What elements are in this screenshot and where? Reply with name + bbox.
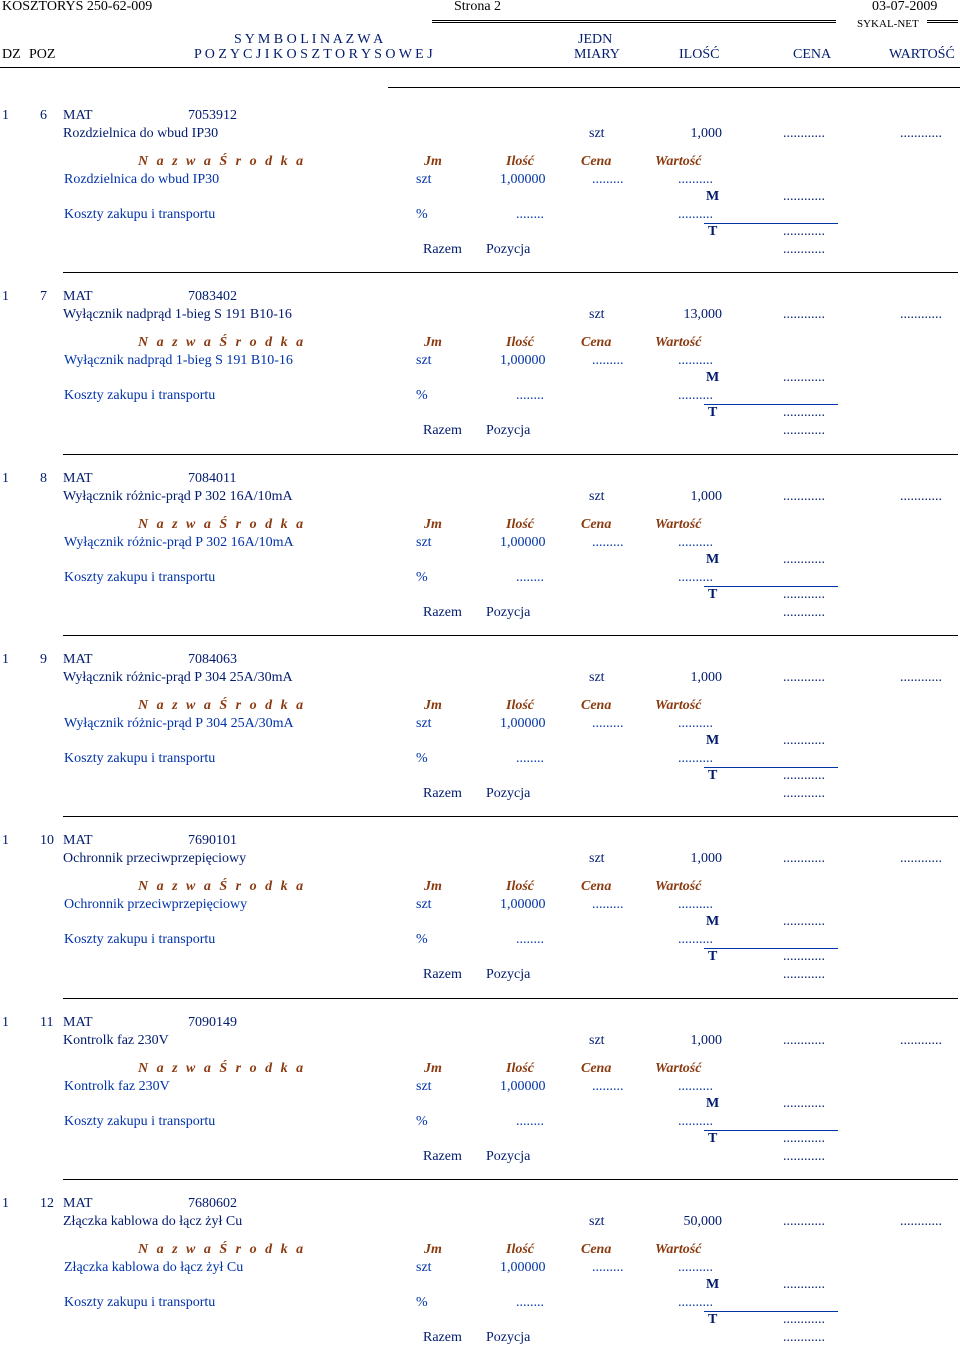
item-poz: 8 xyxy=(40,470,47,486)
resource-unit: szt xyxy=(416,534,432,550)
item-code: 7083402 xyxy=(188,289,237,305)
material-sum-label: M xyxy=(706,551,720,567)
item-poz: 7 xyxy=(40,289,47,305)
resource-price-placeholder: ......... xyxy=(592,353,624,369)
resource-wartosc-header: Wartość xyxy=(655,879,702,895)
resource-value-placeholder: .......... xyxy=(678,1078,713,1094)
transport-percent: % xyxy=(416,932,428,948)
total-label: T xyxy=(708,405,718,421)
razem-label: Razem xyxy=(423,423,462,439)
document-date: 03-07-2009 xyxy=(872,0,938,14)
transport-percent-value: ........ xyxy=(516,750,544,766)
item-code: 7084011 xyxy=(188,470,237,486)
resource-ilosc-header: Ilość xyxy=(506,154,534,169)
col-cena-header: CENA xyxy=(793,47,832,62)
col-miary-header: MIARY xyxy=(574,47,620,62)
resource-unit: szt xyxy=(416,1259,432,1275)
item-value-placeholder: ............ xyxy=(900,488,942,504)
item-qty: 50,000 xyxy=(683,1213,722,1229)
position-total-value: ............ xyxy=(783,1148,825,1164)
transport-percent-value: ........ xyxy=(516,1113,544,1129)
resource-cena-header: Cena xyxy=(581,154,612,169)
item-unit: szt xyxy=(589,488,605,504)
item-dz: 1 xyxy=(2,833,9,849)
transport-cost-label: Koszty zakupu i transportu xyxy=(64,569,216,585)
item-qty: 1,000 xyxy=(690,488,722,504)
item-value-placeholder: ............ xyxy=(900,1032,942,1048)
material-sum-value: ............ xyxy=(783,732,825,748)
item-code: 7053912 xyxy=(188,108,237,123)
item-unit: szt xyxy=(589,1032,605,1048)
resource-ilosc-header: Ilość xyxy=(506,1060,534,1076)
material-sum-value: ............ xyxy=(783,1095,825,1111)
item-poz: 11 xyxy=(40,1014,54,1030)
material-sum-label: M xyxy=(706,1095,720,1111)
item-price-placeholder: ............ xyxy=(783,669,825,685)
item-name: Ochronnik przeciwprzepięciowy xyxy=(63,851,247,867)
item-qty: 1,000 xyxy=(690,126,722,141)
resource-price-placeholder: ......... xyxy=(592,1078,624,1094)
position-total-value: ............ xyxy=(783,967,825,983)
position-total-value: ............ xyxy=(783,242,825,257)
resource-unit: szt xyxy=(416,715,432,731)
item-type: MAT xyxy=(63,470,93,486)
header-rule-end xyxy=(927,20,958,23)
total-value: ............ xyxy=(783,767,825,783)
pozycja-label: Pozycja xyxy=(486,423,531,439)
resource-ilosc-header: Ilość xyxy=(506,335,534,351)
resource-price-placeholder: ......... xyxy=(592,172,624,187)
transport-value: .......... xyxy=(678,388,713,404)
resource-name: Złączka kablowa do łącz żył Cu xyxy=(64,1259,244,1275)
resource-cena-header: Cena xyxy=(581,1241,612,1257)
item-code: 7090149 xyxy=(188,1014,237,1030)
col-jedn-header: JEDN xyxy=(578,32,613,47)
item-price-placeholder: ............ xyxy=(783,1032,825,1048)
resource-unit: szt xyxy=(416,897,432,913)
resource-jm-header: Jm xyxy=(424,697,442,713)
razem-label: Razem xyxy=(423,1148,462,1164)
item-dz: 1 xyxy=(2,1014,9,1030)
item-poz: 6 xyxy=(40,108,47,123)
resource-name: Wyłącznik różnic-prąd P 302 16A/10mA xyxy=(64,534,294,550)
item-unit: szt xyxy=(589,1213,605,1229)
transport-percent-value: ........ xyxy=(516,569,544,585)
resource-cena-header: Cena xyxy=(581,879,612,895)
transport-cost-label: Koszty zakupu i transportu xyxy=(64,750,216,766)
resource-name-header: N a z w a Ś r o d k a xyxy=(138,335,306,351)
resource-cena-header: Cena xyxy=(581,516,612,532)
item-type: MAT xyxy=(63,289,93,305)
total-label: T xyxy=(708,586,718,602)
item-separator xyxy=(63,454,958,455)
pozycja-label: Pozycja xyxy=(486,604,531,620)
resource-name: Wyłącznik różnic-prąd P 304 25A/30mA xyxy=(64,715,294,731)
transport-percent: % xyxy=(416,569,428,585)
resource-value-placeholder: .......... xyxy=(678,897,713,913)
razem-label: Razem xyxy=(423,1329,462,1345)
item-qty: 1,000 xyxy=(690,851,722,867)
transport-percent-value: ........ xyxy=(516,932,544,948)
col-poz-header: POZ xyxy=(29,47,56,62)
item-unit: szt xyxy=(589,669,605,685)
total-label: T xyxy=(708,224,718,239)
transport-percent: % xyxy=(416,1113,428,1129)
resource-ilosc-header: Ilość xyxy=(506,697,534,713)
item-name: Rozdzielnica do wbud IP30 xyxy=(63,126,219,141)
item-poz: 10 xyxy=(40,833,54,849)
item-poz: 12 xyxy=(40,1195,54,1211)
resource-unit: szt xyxy=(416,1078,432,1094)
item-qty: 13,000 xyxy=(683,307,722,323)
transport-value: .......... xyxy=(678,750,713,766)
page-number: Strona 2 xyxy=(454,0,502,14)
material-sum-value: ............ xyxy=(783,914,825,930)
material-sum-value: ............ xyxy=(783,1276,825,1292)
pozycja-label: Pozycja xyxy=(486,967,531,983)
total-value: ............ xyxy=(783,405,825,421)
item-poz: 9 xyxy=(40,651,47,667)
transport-percent-value: ........ xyxy=(516,1294,544,1310)
item-code: 7690101 xyxy=(188,833,237,849)
col-symbol-header: S Y M B O L I N A Z W A xyxy=(234,32,384,47)
col-pozycji-header: P O Z Y C J I K O S Z T O R Y S O W E J xyxy=(194,47,433,62)
resource-ilosc-header: Ilość xyxy=(506,1241,534,1257)
item-unit: szt xyxy=(589,126,605,141)
resource-price-placeholder: ......... xyxy=(592,715,624,731)
resource-qty: 1,00000 xyxy=(500,534,546,550)
header-rule-right xyxy=(432,20,836,23)
transport-percent-value: ........ xyxy=(516,207,544,222)
item-value-placeholder: ............ xyxy=(900,1213,942,1229)
resource-value-placeholder: .......... xyxy=(678,715,713,731)
item-qty: 1,000 xyxy=(690,669,722,685)
program-name: SYKAL-NET xyxy=(857,18,919,30)
item-name: Wyłącznik nadprąd 1-bieg S 191 B10-16 xyxy=(63,307,292,323)
resource-wartosc-header: Wartość xyxy=(655,1241,702,1257)
resource-price-placeholder: ......... xyxy=(592,1259,624,1275)
razem-label: Razem xyxy=(423,967,462,983)
transport-percent: % xyxy=(416,207,428,222)
item-price-placeholder: ............ xyxy=(783,126,825,141)
item-price-placeholder: ............ xyxy=(783,1213,825,1229)
razem-label: Razem xyxy=(423,785,462,801)
transport-percent-value: ........ xyxy=(516,388,544,404)
position-total-value: ............ xyxy=(783,604,825,620)
item-type: MAT xyxy=(63,1195,93,1211)
item-type: MAT xyxy=(63,108,93,123)
resource-jm-header: Jm xyxy=(424,1241,442,1257)
resource-qty: 1,00000 xyxy=(500,172,546,187)
item-price-placeholder: ............ xyxy=(783,307,825,323)
razem-label: Razem xyxy=(423,604,462,620)
resource-name: Wyłącznik nadprąd 1-bieg S 191 B10-16 xyxy=(64,353,293,369)
resource-name: Kontrolk faz 230V xyxy=(64,1078,170,1094)
resource-value-placeholder: .......... xyxy=(678,353,713,369)
item-code: 7084063 xyxy=(188,651,237,667)
resource-name-header: N a z w a Ś r o d k a xyxy=(138,1060,306,1076)
position-total-value: ............ xyxy=(783,423,825,439)
transport-cost-label: Koszty zakupu i transportu xyxy=(64,1294,216,1310)
resource-jm-header: Jm xyxy=(424,335,442,351)
item-separator xyxy=(63,635,958,636)
resource-ilosc-header: Ilość xyxy=(506,516,534,532)
total-value: ............ xyxy=(783,1311,825,1327)
resource-qty: 1,00000 xyxy=(500,1259,546,1275)
transport-cost-label: Koszty zakupu i transportu xyxy=(64,207,216,222)
resource-price-placeholder: ......... xyxy=(592,534,624,550)
total-value: ............ xyxy=(783,949,825,965)
resource-jm-header: Jm xyxy=(424,879,442,895)
total-label: T xyxy=(708,767,718,783)
total-value: ............ xyxy=(783,1130,825,1146)
transport-percent: % xyxy=(416,1294,428,1310)
resource-qty: 1,00000 xyxy=(500,353,546,369)
resource-wartosc-header: Wartość xyxy=(655,697,702,713)
resource-cena-header: Cena xyxy=(581,335,612,351)
resource-price-placeholder: ......... xyxy=(592,897,624,913)
transport-value: .......... xyxy=(678,569,713,585)
item-type: MAT xyxy=(63,1014,93,1030)
resource-name-header: N a z w a Ś r o d k a xyxy=(138,154,306,169)
item-value-placeholder: ............ xyxy=(900,669,942,685)
document-title: KOSZTORYS 250-62-009 xyxy=(2,0,153,14)
header-divider xyxy=(0,67,960,68)
item-separator xyxy=(63,816,958,817)
resource-value-placeholder: .......... xyxy=(678,534,713,550)
pozycja-label: Pozycja xyxy=(486,1329,531,1345)
item-value-placeholder: ............ xyxy=(900,126,942,141)
item-dz: 1 xyxy=(2,289,9,305)
razem-label: Razem xyxy=(423,242,462,257)
resource-wartosc-header: Wartość xyxy=(655,154,702,169)
material-sum-value: ............ xyxy=(783,189,825,204)
pozycja-label: Pozycja xyxy=(486,1148,531,1164)
resource-wartosc-header: Wartość xyxy=(655,516,702,532)
transport-cost-label: Koszty zakupu i transportu xyxy=(64,1113,216,1129)
material-sum-label: M xyxy=(706,914,720,930)
position-total-value: ............ xyxy=(783,785,825,801)
item-unit: szt xyxy=(589,307,605,323)
col-wartosc-header: WARTOŚĆ xyxy=(889,47,955,62)
resource-wartosc-header: Wartość xyxy=(655,1060,702,1076)
item-dz: 1 xyxy=(2,1195,9,1211)
material-sum-value: ............ xyxy=(783,370,825,386)
total-label: T xyxy=(708,1311,718,1327)
resource-value-placeholder: .......... xyxy=(678,1259,713,1275)
item-dz: 1 xyxy=(2,108,9,123)
resource-cena-header: Cena xyxy=(581,1060,612,1076)
resource-name: Rozdzielnica do wbud IP30 xyxy=(64,172,220,187)
resource-unit: szt xyxy=(416,353,432,369)
resource-ilosc-header: Ilość xyxy=(506,879,534,895)
resource-qty: 1,00000 xyxy=(500,1078,546,1094)
resource-jm-header: Jm xyxy=(424,1060,442,1076)
material-sum-value: ............ xyxy=(783,551,825,567)
item-unit: szt xyxy=(589,851,605,867)
resource-unit: szt xyxy=(416,172,432,187)
transport-value: .......... xyxy=(678,1294,713,1310)
transport-percent: % xyxy=(416,750,428,766)
resource-name-header: N a z w a Ś r o d k a xyxy=(138,1241,306,1257)
item-name: Kontrolk faz 230V xyxy=(63,1032,169,1048)
item-name: Wyłącznik różnic-prąd P 302 16A/10mA xyxy=(63,488,293,504)
material-sum-label: M xyxy=(706,732,720,748)
pozycja-label: Pozycja xyxy=(486,785,531,801)
resource-jm-header: Jm xyxy=(424,516,442,532)
total-value: ............ xyxy=(783,224,825,239)
col-dz-header: DZ xyxy=(2,47,21,62)
item-code: 7680602 xyxy=(188,1195,237,1211)
resource-qty: 1,00000 xyxy=(500,897,546,913)
item-name: Wyłącznik różnic-prąd P 304 25A/30mA xyxy=(63,669,293,685)
item-value-placeholder: ............ xyxy=(900,307,942,323)
item-type: MAT xyxy=(63,833,93,849)
resource-jm-header: Jm xyxy=(424,154,442,169)
resource-name-header: N a z w a Ś r o d k a xyxy=(138,516,306,532)
resource-name: Ochronnik przeciwprzepięciowy xyxy=(64,897,248,913)
item-price-placeholder: ............ xyxy=(783,488,825,504)
col-ilosc-header: ILOŚĆ xyxy=(679,47,720,62)
item-value-placeholder: ............ xyxy=(900,851,942,867)
resource-cena-header: Cena xyxy=(581,697,612,713)
transport-percent: % xyxy=(416,388,428,404)
material-sum-label: M xyxy=(706,1276,720,1292)
item-name: Złączka kablowa do łącz żył Cu xyxy=(63,1213,243,1229)
item-type: MAT xyxy=(63,651,93,667)
item-separator xyxy=(63,272,958,273)
resource-wartosc-header: Wartość xyxy=(655,335,702,351)
total-label: T xyxy=(708,1130,718,1146)
transport-cost-label: Koszty zakupu i transportu xyxy=(64,388,216,404)
transport-value: .......... xyxy=(678,207,713,222)
total-value: ............ xyxy=(783,586,825,602)
item-separator xyxy=(63,1179,958,1180)
item-price-placeholder: ............ xyxy=(783,851,825,867)
transport-cost-label: Koszty zakupu i transportu xyxy=(64,932,216,948)
resource-qty: 1,00000 xyxy=(500,715,546,731)
item-dz: 1 xyxy=(2,651,9,667)
item-qty: 1,000 xyxy=(690,1032,722,1048)
header-divider-short xyxy=(388,87,960,88)
item-dz: 1 xyxy=(2,470,9,486)
material-sum-label: M xyxy=(706,370,720,386)
pozycja-label: Pozycja xyxy=(486,242,531,257)
total-label: T xyxy=(708,949,718,965)
position-total-value: ............ xyxy=(783,1329,825,1345)
material-sum-label: M xyxy=(706,189,720,204)
resource-name-header: N a z w a Ś r o d k a xyxy=(138,697,306,713)
resource-value-placeholder: .......... xyxy=(678,172,713,187)
item-separator xyxy=(63,998,958,999)
resource-name-header: N a z w a Ś r o d k a xyxy=(138,879,306,895)
transport-value: .......... xyxy=(678,1113,713,1129)
transport-value: .......... xyxy=(678,932,713,948)
